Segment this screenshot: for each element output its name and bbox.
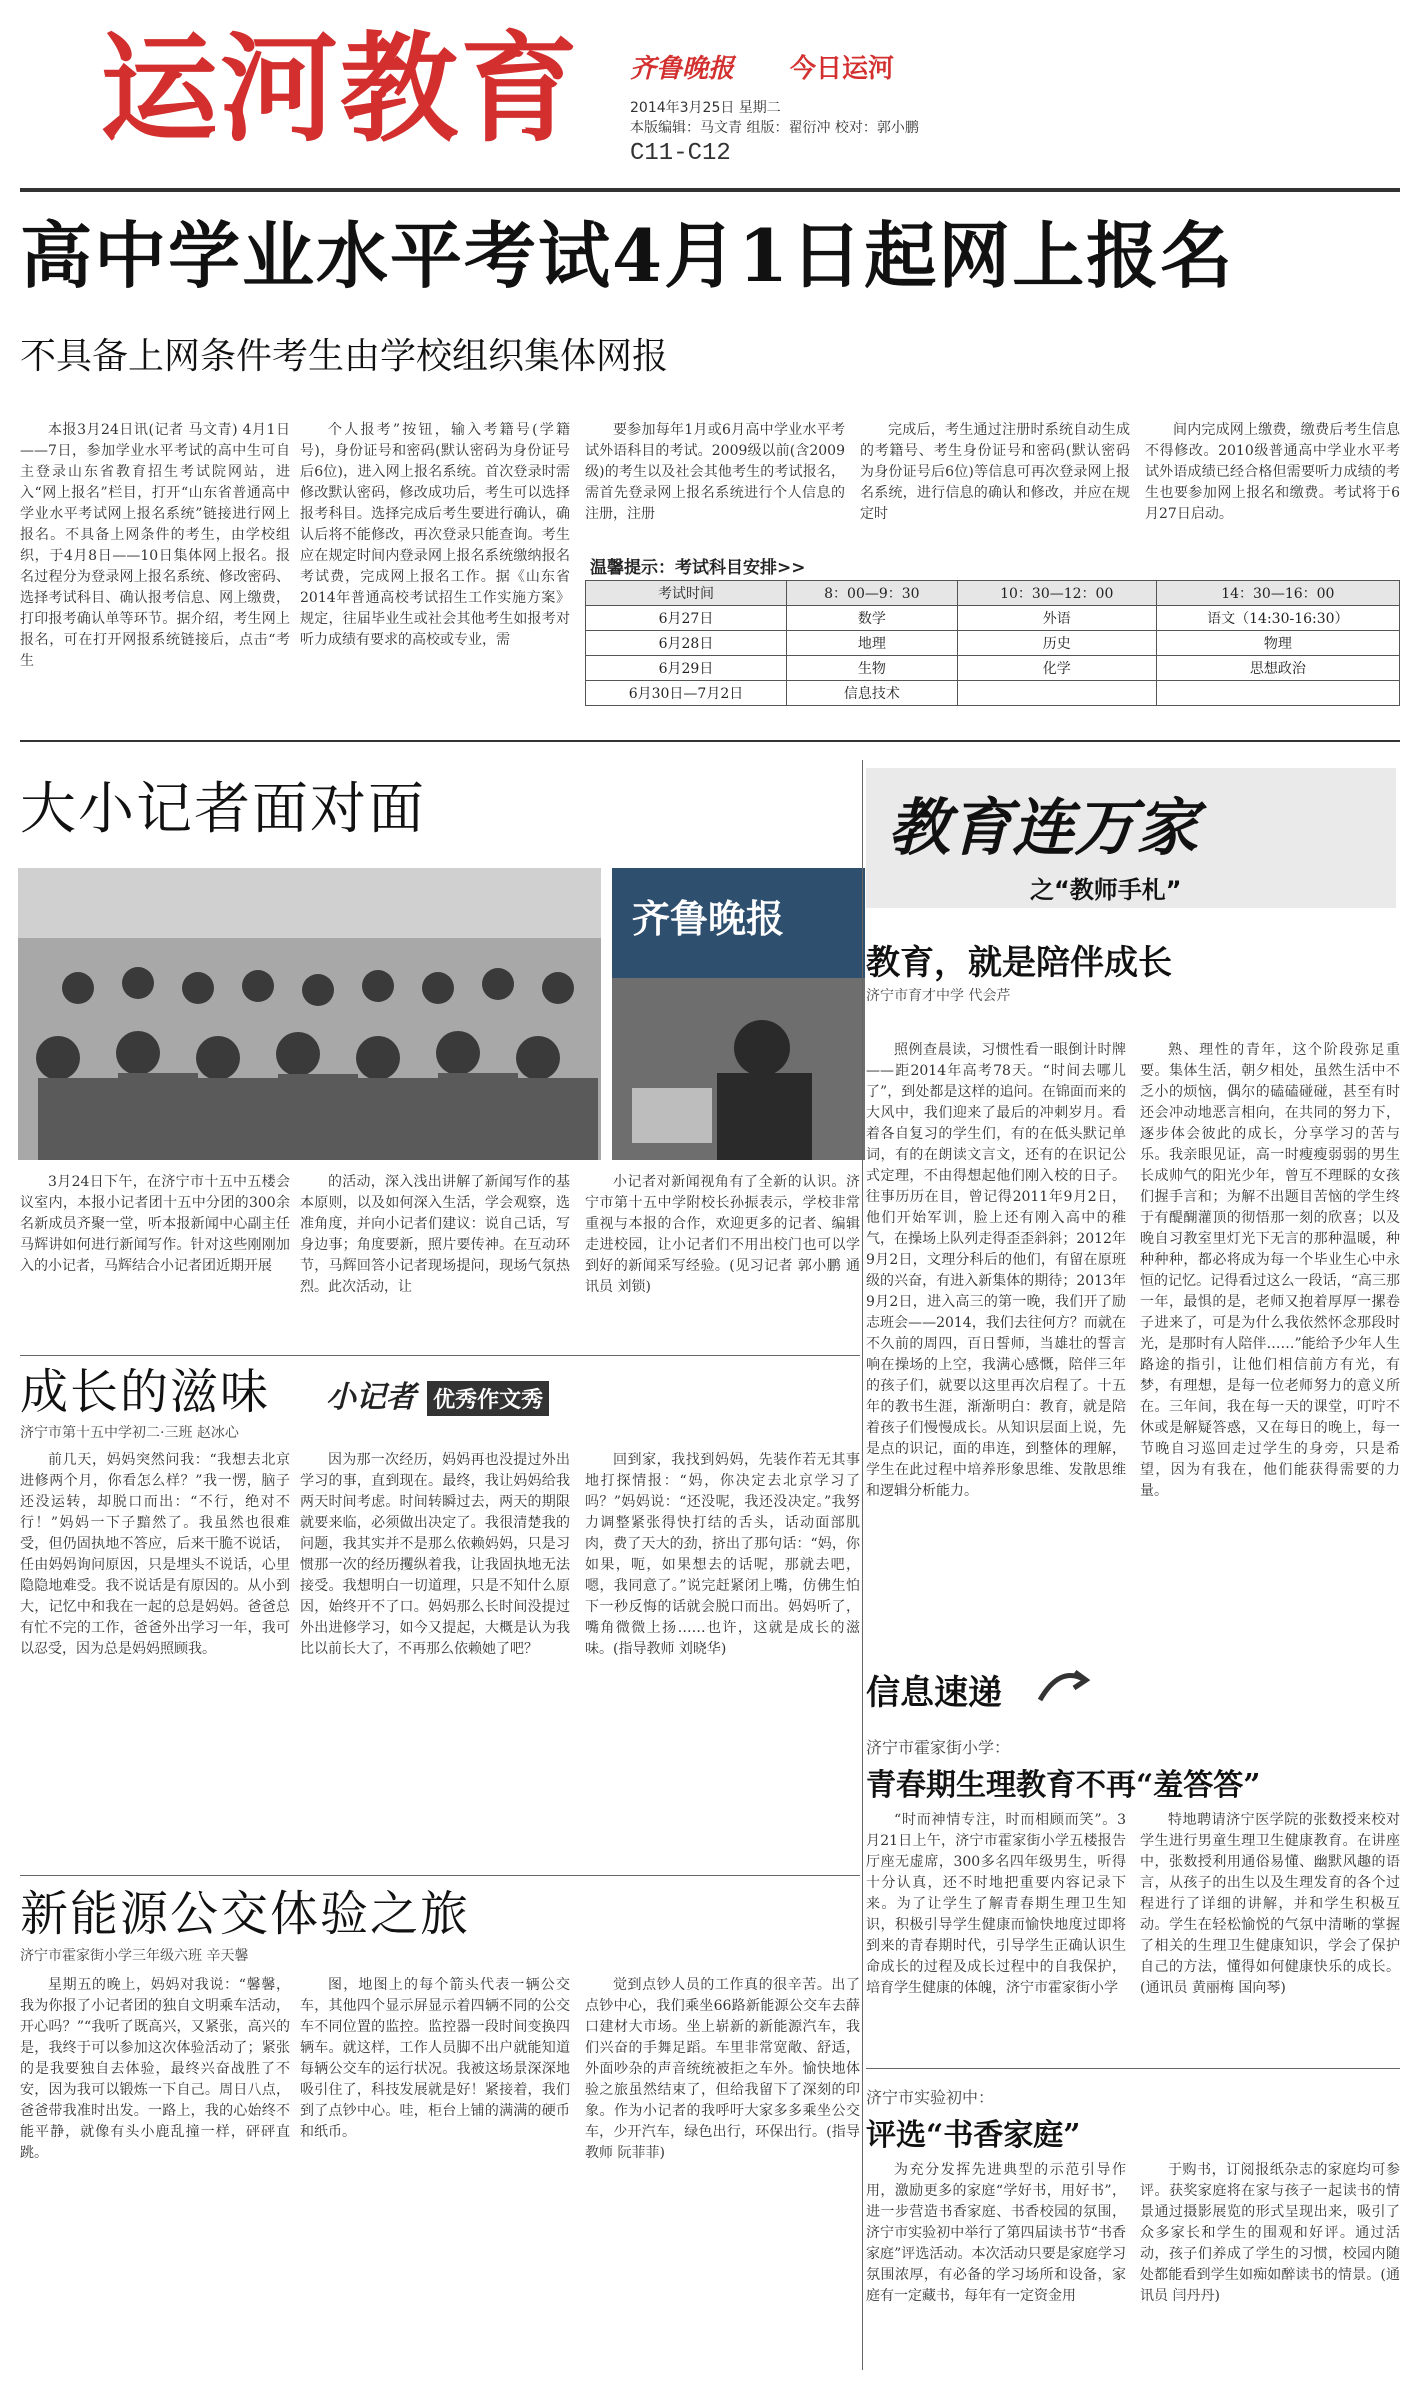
info1-kicker: 济宁市霍家街小学： (866, 1738, 1011, 1757)
table-header-row (586, 581, 1400, 606)
table-cell: 地理 (786, 631, 957, 656)
lead-subhead: 不具备上网条件考生由学校组织集体网报 (20, 336, 669, 377)
column-divider (862, 760, 863, 2370)
lead-column-5: 间内完成网上缴费，缴费后考生信息不得修改。2010级普通高中学业水平考试外语成绩已经合格但需要听力成绩的考生也要参加网上报名和缴费。考试将于6月27日启动。 (1145, 422, 1400, 522)
table-row (586, 631, 1400, 656)
reporters-column-2: 的活动，深入浅出讲解了新闻写作的基本原则，以及如何深入生活，学会观察，选准角度，并向小记者们建议：说自己话，写身边事；角度要新，照片要传神。在互动环节，马辉回答小记者现场提问，现场气氛热烈。此次活动，让 (300, 1174, 570, 1295)
table-cell: 物理 (1156, 631, 1399, 656)
info2-headline: 评选“书香家庭” (866, 2118, 1081, 2153)
table-header-cell: 10：30—12：00 (957, 581, 1156, 606)
issue-editors: 本版编辑：马文青 组版：翟衍冲 校对：郭小鹏 (630, 120, 919, 136)
table-cell: 6月28日 (586, 631, 787, 656)
essay-column-2: 因为那一次经历，妈妈再也没提过外出学习的事，直到现在。最终，我让妈妈给我两天时间考虑。时间转瞬过去，两天的期限就要来临，必须做出决定了。我很清楚我的问题，我其实并不是那么依赖妈妈，只是习惯那一次的经历攫纵着我，让我固执地无法接受。我想明白一切道理，只是不知什么原因，始终开不了口。妈妈那么长时间没提过外出进修学习，如今又提起，大概是认为我比以前长大了，不再那么依赖她了吧？ (300, 1452, 570, 1657)
speaker-photo (612, 868, 865, 1160)
issue-date: 2014年3月25日 星期二 (630, 100, 781, 116)
reporters-column-3: 小记者对新闻视角有了全新的认识。济宁市第十五中学附校长孙振表示，学校非常重视与本报的合作，欢迎更多的记者、编辑走进校园，让小记者们不用出校门也可以学到好的新闻采写经验。(见习记者 郭小鹏 通讯员 刘锁) (585, 1174, 860, 1295)
essay-column-1: 前几天，妈妈突然问我：“我想去北京进修两个月，你看怎么样？”我一愣，脑子还没运转，却脱口而出：“不行，绝对不行！”妈妈一下子黯然了。我虽然也很难受，但仍固执地不答应，后来干脆不说话，任由妈妈询问原因，只是埋头不说话，心里隐隐地难受。我不说话是有原因的。从小到大，记忆中和我在一起的总是妈妈。爸爸总有忙不完的工作，爸爸外出学习一年，我可以忍受，因为总是妈妈照顾我。 (20, 1452, 290, 1657)
lead-column-4: 完成后，考生通过注册时系统自动生成的考籍号、考生身份证号和密码(默认密码为身份证号后6位)等信息可再次登录网上报名系统，进行信息的确认和修改，并应在规定时 (860, 422, 1130, 522)
page-numbers: C11-C12 (630, 140, 731, 167)
teacher-banner-subtitle: 之“教师手札” (1030, 876, 1182, 904)
table-cell: 化学 (957, 656, 1156, 681)
info2-column-2: 于购书，订阅报纸杂志的家庭均可参评。获奖家庭将在家与孩子一起读书的情景通过摄影展览的形式呈现出来，吸引了众多家长和学生的围观和好评。通过活动，孩子们养成了学生的习惯，校园内随处都能看到学生如痴如醉读书的情景。(通讯员 闫丹丹) (1140, 2162, 1400, 2304)
info2-column-1: 为充分发挥先进典型的示范引导作用，激励更多的家庭“学好书，用好书”，进一步营造书香家庭、书香校园的氛围，济宁市实验初中举行了第四届读书节“书香家庭”评选活动。本次活动只要是家庭学习氛围浓厚，有必备的学习场所和设备，家庭有一定藏书，每年有一定资金用 (866, 2162, 1126, 2304)
table-cell (1156, 681, 1399, 706)
bus-byline: 济宁市霍家街小学三年级六班 辛天馨 (20, 1948, 249, 1964)
classroom-photo (18, 868, 601, 1160)
section-divider (20, 1355, 860, 1356)
table-header-cell: 8：00—9：30 (786, 581, 957, 606)
table-row (586, 681, 1400, 706)
bus-column-3: 觉到点钞人员的工作真的很辛苦。出了点钞中心，我们乘坐66路新能源公交车去薛口建材大市场。坐上崭新的新能源汽车，我们兴奋的手舞足蹈。车里非常宽敞、舒适，外面吵杂的声音统统被拒之车外。愉快地体验之旅虽然结束了，但给我留下了深刻的印象。作为小记者的我呼吁大家多多乘坐公交车，少开汽车，绿色出行，环保出行。(指导教师 阮菲菲) (585, 1977, 860, 2161)
column-tag-badge: 优秀作文秀 (427, 1381, 549, 1416)
table-row (586, 656, 1400, 681)
lead-column-2: 个人报考”按钮，输入考籍号(学籍号)，身份证号和密码(默认密码为身份证号后6位)，进入网上报名系统。首次登录时需修改默认密码，修改成功后，考生可以选择报考科目。选择完成后考生要进行确认，确认后将不能修改，再次登录只能查询。考生应在规定时间内登录网上报名系统缴纳报名考试费，完成网上报名工作。据《山东省2014年普通高校考试招生工作实施方案》规定，往届毕业生或社会其他考生如报考对听力成绩有要求的高校或专业，需 (300, 422, 570, 648)
lead-headline: 高中学业水平考试4月1日起网上报名 (20, 213, 1235, 298)
table-cell: 数学 (786, 606, 957, 631)
lead-column-1: 本报3月24日讯(记者 马文青) 4月1日——7日，参加学业水平考试的高中生可自主登录山东省教育招生考试院网站，进入“网上报名”栏目，打开“山东省普通高中学业水平考试网上报名系统”链接进行网上报名。不具备上网条件的考生，由学校组织，于4月8日——10日集体网上报名。报名过程分为登录网上报名系统、修改密码、选择考试科目、确认报考信息、网上缴费，打印报考确认单等环节。据介绍，考生网上报名，可在打开网报系统链接后，点击“考生 (20, 422, 290, 669)
essay-column-3: 回到家，我找到妈妈，先装作若无其事地打探情报：“妈，你决定去北京学习了吗？”妈妈说：“还没呢，我还没决定。”我努力调整紧张得快打结的舌头，话动面部肌肉，费了天大的劲，挤出了那句话：“妈，你如果，呃，如果想去的话呢，那就去吧，嗯，我同意了。”说完赶紧闭上嘴，仿佛生怕下一秒反悔的话就会脱口而出。妈妈听了，嘴角微微上扬……也许，这就是成长的滋味。(指导教师 刘晓华) (585, 1452, 860, 1657)
teacher-column-2: 熟、理性的青年，这个阶段弥足重要。集体生活，朝夕相处，虽然生活中不乏小的烦恼，偶尔的磕磕碰碰，甚至有时还会冲动地恶言相向，在共同的努力下，逐步体会彼此的成长，分享学习的苦与乐。我亲眼见证，高一时瘦瘦弱弱的男生长成帅气的阳光少年，曾互不理睬的女孩们握手言和；为解不出题目苦恼的学生终于有醍醐灌顶的彻悟那一刻的欣喜；以及晚自习教室里灯光下无言的那种温暖，种种种种，都必将成为每一个毕业生心中永恒的记忆。记得看过这么一段话，“高三那一年，最惧的是，老师又抱着厚厚一摞卷子进来了，可是为什么我依然怀念那段时光，是那时有人陪伴……”能给予少年人生路途的指引，让他们相信前方有光，有梦，有理想，是每一位老师努力的意义所在。三年间，我在每一天的课堂，叮咛不休或是解疑答惑，又在每日的晚上，每一节晚自习巡回走过学生的身旁，只是希望，因为有我在，他们能获得需要的力量。 (1140, 1042, 1400, 1499)
exam-schedule-table (585, 580, 1400, 706)
table-cell: 6月30日—7月2日 (586, 681, 787, 706)
masthead-divider (20, 188, 1400, 192)
table-cell: 生物 (786, 656, 957, 681)
audience-photo-icon (18, 868, 601, 1160)
teacher-byline: 济宁市育才中学 代会芹 (866, 988, 1011, 1004)
section-divider (20, 1875, 860, 1876)
info1-column-2: 特地聘请济宁医学院的张数授来校对学生进行男童生理卫生健康教育。在讲座中，张数授利用通俗易懂、幽默风趣的语言，从孩子的出生以及生理发育的各个过程进行了详细的讲解，并和学生积极互动。学生在轻松愉悦的气氛中清晰的掌握了相关的生理卫生健康知识，学会了保护自己的方法，懂得如何健康快乐的成长。(通讯员 黄丽梅 国向琴) (1140, 1812, 1400, 1996)
info1-column-1: “时而神情专注，时而相顾而笑”。3月21日上午，济宁市霍家街小学五楼报告厅座无虚席，300多名四年级男生，听得十分认真，还不时地把重要内容记录下来。为了让学生了解青春期生理卫生知识，积极引导学生健康而愉快地度过即将到来的青春期时代，引导学生正确认识生命成长的过程及成长过程中的自我保护，培育学生健康的体魄，济宁市霍家街小学 (866, 1812, 1126, 1996)
table-cell: 6月27日 (586, 606, 787, 631)
table-cell: 语文（14:30-16:30） (1156, 606, 1399, 631)
brand-logo: 齐鲁晚报 (630, 54, 735, 84)
lead-column-3: 要参加每年1月或6月高中学业水平考试外语科目的考试。2009级以前(含2009级)的考生以及社会其他考生的考试报名，需首先登录网上报名系统进行个人信息的注册，注册 (585, 422, 845, 522)
table-cell: 历史 (957, 631, 1156, 656)
table-header-cell: 考试时间 (586, 581, 787, 606)
table-cell: 6月29日 (586, 656, 787, 681)
table-cell: 思想政治 (1156, 656, 1399, 681)
teacher-banner-title: 教育连万家 (888, 791, 1199, 864)
photo-banner-text: 齐鲁晚报 (632, 896, 785, 941)
section-divider (20, 740, 1400, 742)
brand-logo-secondary: 今日运河 (790, 54, 895, 84)
info2-kicker: 济宁市实验初中： (866, 2088, 995, 2107)
bus-column-1: 星期五的晚上，妈妈对我说：“馨馨，我为你报了小记者团的独自文明乘车活动，开心吗？”“我听了既高兴，又紧张，高兴的是，我终于可以参加这次体验活动了；紧张的是我要独自去体验，最终兴奋战胜了不安，因为我可以锻炼一下自己。周日八点，爸爸带我准时出发。一路上，我的心始终不能平静，就像有头小鹿乱撞一样，砰砰直跳。 (20, 1977, 290, 2161)
bus-column-2: 图，地图上的每个箭头代表一辆公交车，其他四个显示屏显示着四辆不同的公交车不同位置的监控。监控器一段时间变换四辆车。就这样，工作人员脚不出户就能知道每辆公交车的运行状况。我被这场景深深地吸引住了，科技发展就是好！紧接着，我们到了点钞中心。哇，柜台上铺的满满的硬币和纸币。 (300, 1977, 570, 2140)
bus-headline: 新能源公交体验之旅 (20, 1886, 471, 1942)
teacher-headline: 教育，就是陪伴成长 (866, 943, 1172, 983)
column-tag (320, 1370, 549, 1418)
essay-headline: 成长的滋味 (20, 1364, 271, 1420)
table-cell: 外语 (957, 606, 1156, 631)
table-row (586, 606, 1400, 631)
essay-byline: 济宁市第十五中学初二·三班 赵冰心 (20, 1425, 239, 1441)
masthead-title: 运河教育 (100, 19, 581, 158)
info1-headline: 青春期生理教育不再“羞答答” (866, 1768, 1261, 1803)
issue-meta (630, 98, 919, 138)
info-section-title: 信息速递 (866, 1673, 1002, 1713)
teacher-column-1: 照例查晨读，习惯性看一眼倒计时牌——距2014年高考78天。“时间去哪儿了”，到处都是这样的追问。在锦面而来的大风中，我们迎来了最后的冲刺岁月。看着各自复习的学生们，有的在低头默记单词，有的在朗读文言文，还有的在识记公式定理，不由得想起他们刚入校的日子。往事历历在目，曾记得2011年9月2日，他们开始军训，脸上还有刚入高中的稚气，在操场上队列走得歪歪斜斜；2012年9月2日，文理分科后的他们，有留在原班级的兴奋，有进入新集体的期待；2013年9月2日，进入高三的第一晚，我们开了励志班会——2014，我们去往何方？而就在不久前的周四，百日誓师，当雄壮的誓言响在操场的上空，我满心感慨，陪伴三年的孩子们，就要以这里再次启程了。十五年的教书生涯，渐渐明白：教育，就是陪着孩子们慢慢成长。从知识层面上说，先是点的识记，面的串连，到整体的理解，学生在此过程中培养形象思维、发散思维和逻辑分析能力。 (866, 1042, 1126, 1499)
section-divider (866, 2068, 1400, 2069)
table-header-cell: 14：30—16：00 (1156, 581, 1399, 606)
table-cell: 信息技术 (786, 681, 957, 706)
table-cell (957, 681, 1156, 706)
exam-tip-label: 温馨提示：考试科目安排>> (590, 558, 806, 578)
section-headline-reporters: 大小记者面对面 (20, 777, 426, 842)
arrow-icon (1030, 1660, 1090, 1710)
reporters-column-1: 3月24日下午，在济宁市十五中五楼会议室内，本报小记者团十五中分团的300余名新成员齐聚一堂，听本报新闻中心副主任马辉讲如何进行新闻写作。针对这些刚刚加入的小记者，马辉结合小记者团近期开展 (20, 1174, 290, 1274)
column-tag-title: 小记者 (326, 1380, 416, 1415)
